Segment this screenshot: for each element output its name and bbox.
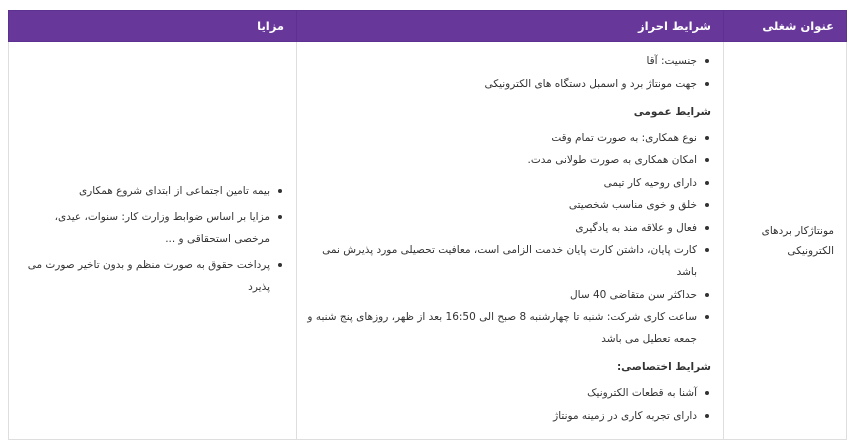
list-item: ساعت کاری شرکت: شنبه تا چهارشنبه 8 صبح الی 16:50 بعد از ظهر، روزهای پنج شنبه و جمعه تعطیل می باشد: [307, 306, 711, 350]
header-job-title: عنوان شغلی: [724, 11, 847, 42]
list-item: مزایا بر اساس ضوابط وزارت کار: سنوات، عیدی، مرخصی استحقاقی و ...: [23, 206, 284, 250]
list-item: فعال و علاقه مند به یادگیری: [307, 217, 711, 239]
table-header-row: [9, 11, 847, 42]
basic-requirements-list: [307, 50, 711, 95]
general-conditions-heading: شرایط عمومی: [633, 105, 711, 118]
list-item: نوع همکاری: به صورت تمام وقت: [307, 127, 711, 149]
requirements-cell: [297, 42, 724, 440]
list-item: پرداخت حقوق به صورت منظم و بدون تاخیر صورت می پذیرد: [23, 254, 284, 298]
job-title-cell: مونتاژکار بردهای الکترونیکی: [724, 42, 847, 440]
list-item: دارای تجربه کاری در زمینه مونتاژ: [307, 405, 711, 427]
list-item: امکان همکاری به صورت طولانی مدت.: [307, 149, 711, 171]
benefits-list: [23, 180, 284, 298]
list-item: دارای روحیه کار تیمی: [307, 172, 711, 194]
list-item: جهت مونتاژ برد و اسمبل دستگاه های الکترونیکی: [307, 73, 711, 95]
general-conditions-list: [307, 127, 711, 351]
list-item: بیمه تامین اجتماعی از ابتدای شروع همکاری: [23, 180, 284, 202]
specific-conditions-heading: شرایط اختصاصی:: [616, 361, 711, 373]
list-item: آشنا به قطعات الکترونیک: [307, 382, 711, 404]
list-item: حداکثر سن متقاضی 40 سال: [307, 284, 711, 306]
benefits-cell: [9, 42, 297, 440]
specific-conditions-list: [307, 382, 711, 427]
header-benefits: مزایا: [9, 11, 297, 42]
list-item: جنسیت: آقا: [307, 50, 711, 72]
list-item: خلق و خوی مناسب شخصیتی: [307, 194, 711, 216]
table-row: [9, 42, 847, 440]
list-item: کارت پایان، داشتن کارت پایان خدمت الزامی است، معافیت تحصیلی مورد پذیرش نمی باشد: [307, 239, 711, 283]
header-requirements: شرایط احراز: [297, 11, 724, 42]
job-table: [8, 10, 847, 440]
